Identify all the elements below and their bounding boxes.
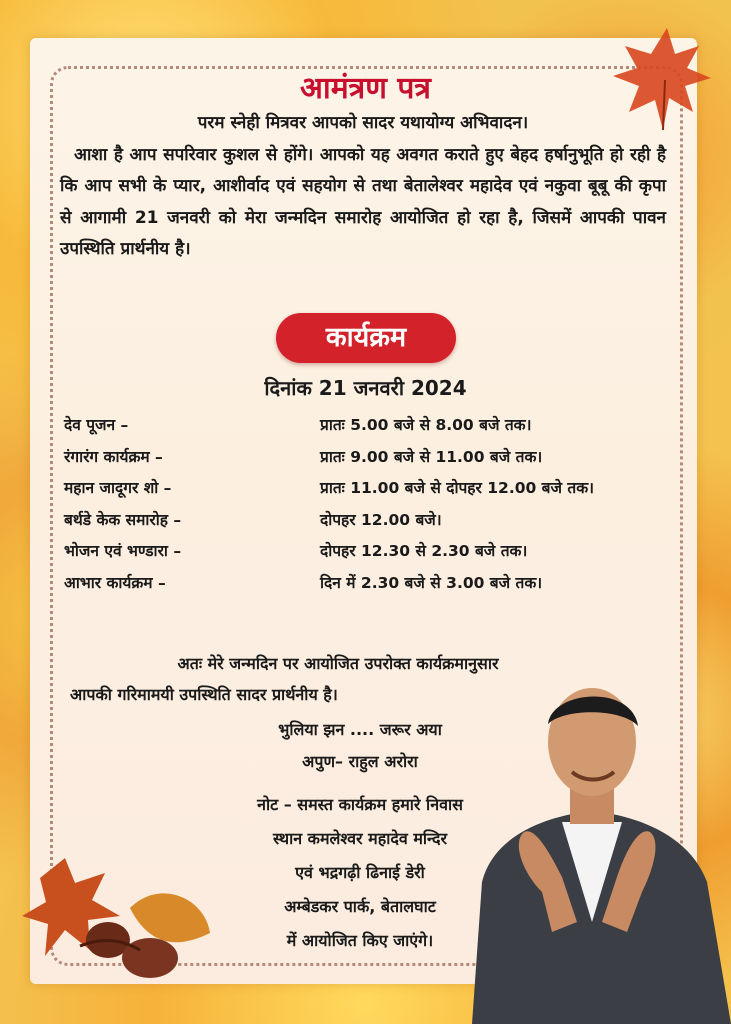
closing-line-1: अतः मेरे जन्मदिन पर आयोजित उपरोक्त कार्यक्रमानुसार — [177, 654, 499, 673]
schedule-time: दिन में 2.30 बजे से 3.00 बजे तक। — [320, 573, 543, 592]
schedule-event: भोजन एवं भण्डारा – — [64, 542, 182, 560]
schedule-time: प्रातः 5.00 बजे से 8.00 बजे तक। — [320, 416, 532, 434]
schedule-event: बर्थडे केक समारोह – — [64, 510, 182, 529]
note-line: स्थान कमलेश्वर महादेव मन्दिर — [272, 829, 448, 848]
schedule-row — [64, 536, 684, 568]
closing-line-2: आपकी गरिमामयी उपस्थिति सादर प्रार्थनीय है। — [70, 685, 338, 704]
event-date: दिनांक 21 जनवरी 2024 — [264, 376, 467, 400]
intro-body: आशा है आप सपरिवार कुशल से होंगे। आपको यह अवगत कराते हुए बेहद हर्षानुभूति हो रही है कि आप सभी के प्यार, आशीर्वाद एवं सहयोग से तथा बेतालेश्वर महादेव एवं नकुवा बूबू की कृपा से आगामी 21 जनवरी को मेरा जन्मदिन समारोह आयोजित हो रहा है, जिसमें आपकी पावन उपस्थिति प्रार्थनीय है। — [60, 144, 666, 259]
schedule-event: देव पूजन – — [64, 416, 129, 434]
schedule-event: महान जादूगर शो – — [64, 479, 172, 497]
program-heading-badge: कार्यक्रम — [276, 313, 456, 363]
schedule-row — [64, 473, 684, 505]
schedule-list — [64, 410, 684, 599]
intro-paragraph — [60, 108, 666, 266]
schedule-time: प्रातः 9.00 बजे से 11.00 बजे तक। — [320, 447, 543, 466]
schedule-event: आभार कार्यक्रम – — [64, 573, 166, 592]
note-line: नोट – समस्त कार्यक्रम हमारे निवास — [257, 795, 463, 814]
schedule-row — [64, 410, 684, 442]
sign-line-1: भुलिया झन .... जरूर अया — [278, 720, 442, 739]
note-line: में आयोजित किए जाएंगे। — [286, 931, 434, 950]
schedule-row — [64, 505, 684, 537]
schedule-time: प्रातः 11.00 बजे से दोपहर 12.00 बजे तक। — [320, 479, 595, 497]
schedule-row — [64, 442, 684, 474]
sign-line-2: अपुण– राहुल अरोरा — [302, 751, 418, 771]
schedule-time: दोपहर 12.30 से 2.30 बजे तक। — [320, 542, 528, 560]
page-title: आमंत्रण पत्र — [300, 71, 431, 106]
schedule-time: दोपहर 12.00 बजे। — [320, 510, 442, 529]
note-line: अम्बेडकर पार्क, बेतालघाट — [284, 897, 436, 916]
schedule-row — [64, 568, 684, 600]
schedule-event: रंगारंग कार्यक्रम – — [64, 447, 163, 466]
note-line: एवं भद्रगढ़ी ढिनाई डेरी — [295, 863, 425, 882]
greeting-line: परम स्नेही मित्रवर आपको सादर यथायोग्य अभिवादन। — [197, 113, 529, 133]
host-portrait — [452, 672, 731, 1024]
